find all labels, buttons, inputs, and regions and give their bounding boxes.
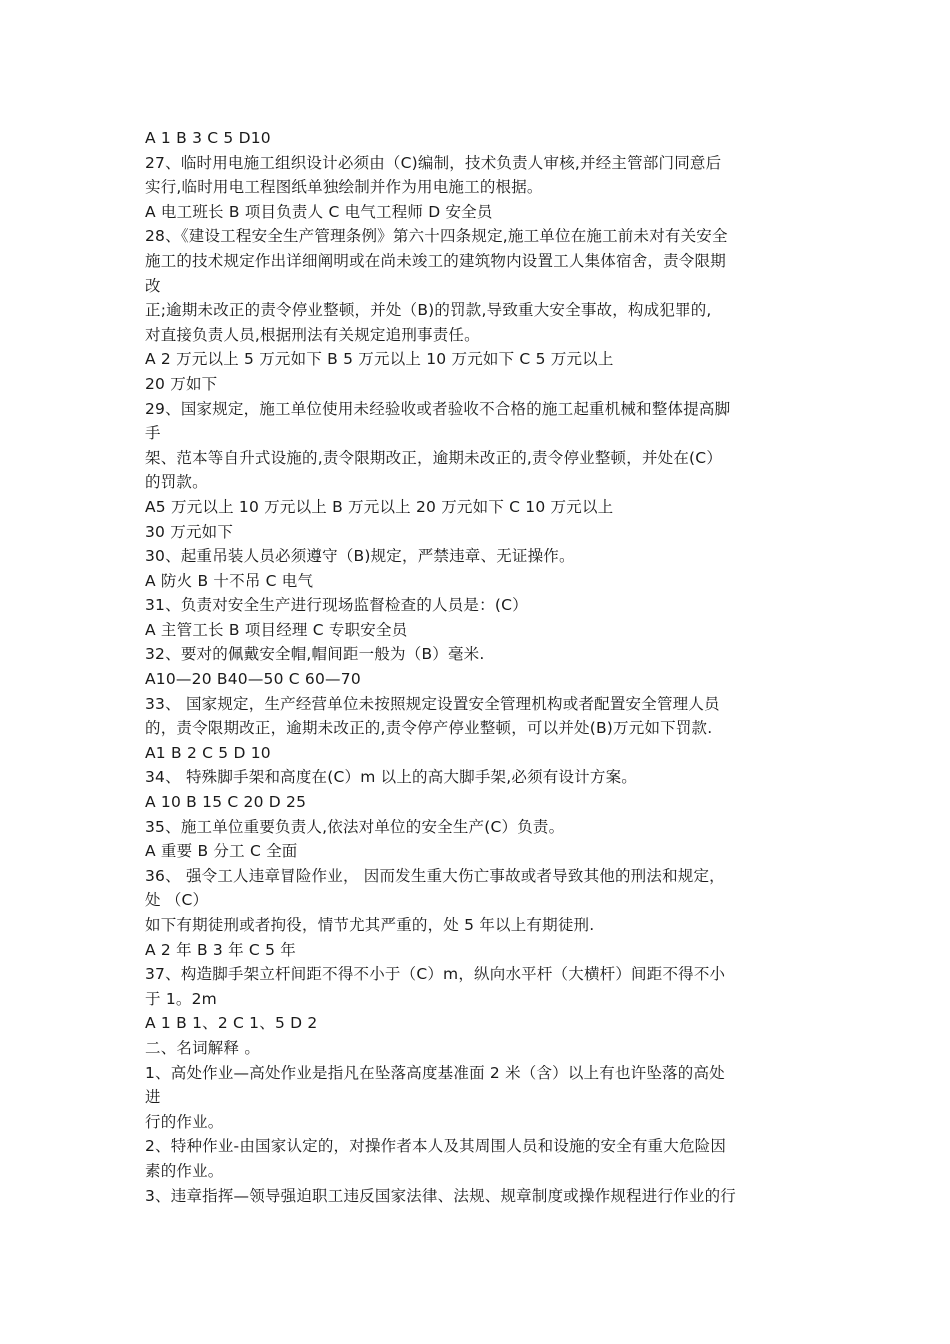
text-line: A 10 B 15 C 20 D 25 [145,793,307,812]
text-line: 的，责令限期改正，逾期未改正的,责令停产停业整顿，可以并处(B)万元如下罚款. [145,719,713,738]
text-line: 33、 国家规定，生产经营单位未按照规定设置安全管理机构或者配置安全管理人员 [145,694,720,713]
text-line: 处 （C） [145,891,209,910]
text-line: A 2 万元以上 5 万元如下 B 5 万元以上 10 万元如下 C 5 万元以上 [145,350,614,369]
text-line: 3、违章指挥—领导强迫职工违反国家法律、法规、规章制度或操作规程进行作业的行 [145,1186,736,1205]
text-line: 施工的技术规定作出详细阐明或在尚未竣工的建筑物内设置工人集体宿舍，责令限期 [145,251,726,270]
text-line: 27、临时用电施工组织设计必须由（C)编制，技术负责人审核,并经主管部门同意后 [145,153,722,172]
text-line: A 重要 B 分工 C 全面 [145,842,298,861]
text-line: 34、 特殊脚手架和高度在(C）m 以上的高大脚手架,必须有设计方案。 [145,768,637,787]
text-line: A 1 B 3 C 5 D10 [145,129,271,147]
text-line: 35、施工单位重要负责人,依法对单位的安全生产(C）负责。 [145,817,565,836]
text-line: 32、要对的佩戴安全帽,帽间距一般为（B）毫米. [145,645,485,664]
text-line: 2、特种作业-由国家认定的，对操作者本人及其周围人员和设施的安全有重大危险因 [145,1137,727,1156]
text-line: 如下有期徒刑或者拘役，情节尤其严重的，处 5 年以上有期徒刑. [145,916,595,934]
text-line: 37、构造脚手架立杆间距不得不小于（C）m，纵向水平杆（大横杆）间距不得不小 [145,965,726,984]
text-line: 28、《建设工程安全生产管理条例》第六十四条规定,施工单位在施工前未对有关安全 [145,227,728,246]
text-line: 架、范本等自升式设施的,责令限期改正，逾期未改正的,责令停业整顿，并处在(C） [145,448,723,467]
text-line: 20 万如下 [145,374,218,393]
text-line: 正;逾期未改正的责令停业整顿，并处（B)的罚款,导致重大安全事故，构成犯罪的, [145,301,712,320]
text-line: 30、起重吊装人员必须遵守（B)规定，严禁违章、无证操作。 [145,547,575,566]
text-line: 30 万元如下 [145,522,234,541]
text-line: 实行,临时用电工程图纸单独绘制并作为用电施工的根据。 [145,178,543,197]
text-line: 对直接负责人员,根据刑法有关规定追刑事责任。 [145,325,480,344]
text-line: A10—20 B40—50 C 60—70 [145,670,361,689]
text-line: 素的作业。 [145,1161,224,1180]
text-line: A5 万元以上 10 万元以上 B 万元以上 20 万元如下 C 10 万元以上 [145,497,614,516]
section-heading: 二、名词解释 。 [145,1038,261,1057]
text-line: 行的作业。 [145,1112,224,1131]
text-line: A 1 B 1、2 C 1、5 D 2 [145,1014,318,1033]
text-line: A 2 年 B 3 年 C 5 年 [145,940,296,959]
text-line: 进 [145,1088,161,1107]
text-line: 改 [145,276,161,295]
text-line: A 防火 B 十不吊 C 电气 [145,571,314,590]
text-line: A 主管工长 B 项目经理 C 专职安全员 [145,620,408,639]
text-line: 31、负责对安全生产进行现场监督检查的人员是：(C） [145,596,528,615]
text-line: 1、高处作业—高处作业是指凡在坠落高度基准面 2 米（含）以上有也许坠落的高处 [145,1063,725,1082]
text-line: 的罚款。 [145,473,208,492]
text-line: 36、 强令工人违章冒险作业， 因而发生重大伤亡事故或者导致其他的刑法和规定， [145,866,725,885]
text-line: 手 [145,424,161,443]
text-line: A 电工班长 B 项目负责人 C 电气工程师 D 安全员 [145,202,493,221]
document-page [145,126,813,1208]
text-line: A1 B 2 C 5 D 10 [145,743,271,762]
text-line: 29、国家规定，施工单位使用未经验收或者验收不合格的施工起重机械和整体提高脚 [145,399,731,418]
text-line: 于 1。2m [145,989,217,1008]
